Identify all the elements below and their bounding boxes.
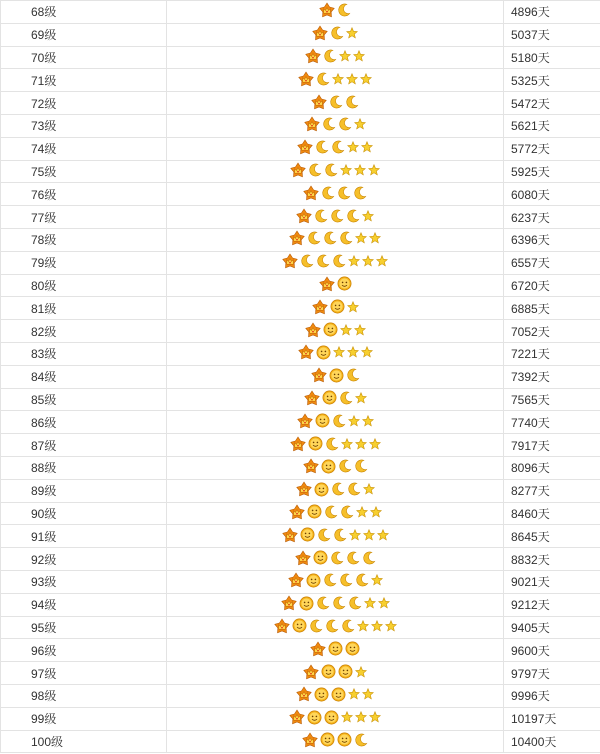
sun-icon (328, 641, 343, 659)
moon-icon (339, 573, 353, 590)
moon-icon (331, 482, 345, 499)
level-icons-cell (167, 137, 504, 160)
table-row (1, 206, 600, 229)
table-row (1, 69, 600, 92)
level-cell: 85级 (1, 388, 167, 411)
moon-icon (323, 231, 337, 248)
crown-icon (312, 25, 328, 44)
level-cell: 78级 (1, 228, 167, 251)
sun-icon (337, 732, 352, 750)
table-row (1, 23, 600, 46)
table-row (1, 274, 600, 297)
table-row (1, 479, 600, 502)
crown-icon (304, 390, 320, 409)
sun-icon (299, 596, 314, 614)
sun-icon (323, 322, 338, 340)
level-table-body (1, 1, 600, 753)
crown-icon (289, 709, 305, 728)
sun-icon (320, 732, 335, 750)
star-icon (363, 483, 375, 498)
level-cell: 79级 (1, 251, 167, 274)
crown-icon (288, 572, 304, 591)
star-icon (361, 346, 373, 361)
moon-icon (315, 140, 329, 157)
crown-icon (311, 94, 327, 113)
level-icons-cell (167, 388, 504, 411)
table-row (1, 639, 600, 662)
crown-icon (289, 504, 305, 523)
level-icons-cell (167, 69, 504, 92)
star-icon (368, 164, 380, 179)
level-icons-cell (167, 570, 504, 593)
level-cell: 69级 (1, 23, 167, 46)
level-icons-cell (167, 23, 504, 46)
level-icons-cell (167, 342, 504, 365)
sun-icon (322, 390, 337, 408)
level-icons-cell (167, 183, 504, 206)
days-cell: 5925天 (504, 160, 600, 183)
level-icons-cell (167, 297, 504, 320)
moon-icon (324, 505, 338, 522)
level-cell: 95级 (1, 616, 167, 639)
level-icons-cell (167, 320, 504, 343)
star-icon (339, 50, 351, 65)
table-row (1, 570, 600, 593)
level-cell: 97级 (1, 662, 167, 685)
level-icons-cell (167, 92, 504, 115)
star-icon (371, 574, 383, 589)
level-icons-cell (167, 160, 504, 183)
star-icon (333, 346, 345, 361)
table-row (1, 342, 600, 365)
moon-icon (339, 391, 353, 408)
star-icon (369, 232, 381, 247)
star-icon (346, 73, 358, 88)
sun-icon (338, 664, 353, 682)
star-icon (371, 620, 383, 635)
sun-icon (337, 276, 352, 294)
days-cell: 9405天 (504, 616, 600, 639)
crown-icon (311, 367, 327, 386)
table-row (1, 92, 600, 115)
level-icons-cell (167, 228, 504, 251)
level-cell: 72级 (1, 92, 167, 115)
star-icon (355, 666, 367, 681)
days-cell: 7917天 (504, 434, 600, 457)
sun-icon (292, 618, 307, 636)
level-cell: 88级 (1, 456, 167, 479)
moon-icon (323, 573, 337, 590)
days-cell: 7565天 (504, 388, 600, 411)
table-row (1, 183, 600, 206)
crown-icon (289, 230, 305, 249)
moon-icon (337, 3, 351, 20)
moon-icon (346, 368, 360, 385)
level-icons-cell (167, 46, 504, 69)
days-cell: 5621天 (504, 114, 600, 137)
moon-icon (330, 26, 344, 43)
moon-icon (355, 573, 369, 590)
moon-icon (332, 254, 346, 271)
moon-icon (316, 596, 330, 613)
sun-icon (306, 573, 321, 591)
level-icons-cell (167, 365, 504, 388)
crown-icon (296, 208, 312, 227)
moon-icon (348, 596, 362, 613)
moon-icon (316, 254, 330, 271)
crown-icon (310, 641, 326, 660)
star-icon (347, 301, 359, 316)
level-cell: 81级 (1, 297, 167, 320)
level-cell: 84级 (1, 365, 167, 388)
table-row (1, 707, 600, 730)
days-cell: 9600天 (504, 639, 600, 662)
moon-icon (362, 551, 376, 568)
level-icons-cell (167, 114, 504, 137)
days-cell: 7221天 (504, 342, 600, 365)
star-icon (340, 164, 352, 179)
level-icons-cell (167, 411, 504, 434)
level-cell: 86级 (1, 411, 167, 434)
moon-icon (309, 619, 323, 636)
moon-icon (322, 117, 336, 134)
level-cell: 100级 (1, 730, 167, 753)
crown-icon (274, 618, 290, 637)
star-icon (362, 688, 374, 703)
level-icons-cell (167, 548, 504, 571)
table-row (1, 46, 600, 69)
star-icon (355, 711, 367, 726)
star-icon (363, 529, 375, 544)
level-icons-cell (167, 1, 504, 24)
crown-icon (312, 299, 328, 318)
level-cell: 87级 (1, 434, 167, 457)
sun-icon (321, 459, 336, 477)
moon-icon (330, 209, 344, 226)
table-row (1, 160, 600, 183)
star-icon (369, 438, 381, 453)
level-icons-cell (167, 707, 504, 730)
table-row (1, 228, 600, 251)
sun-icon (329, 368, 344, 386)
level-icons-cell (167, 502, 504, 525)
crown-icon (296, 481, 312, 500)
days-cell: 9021天 (504, 570, 600, 593)
crown-icon (281, 595, 297, 614)
level-cell: 75级 (1, 160, 167, 183)
star-icon (347, 346, 359, 361)
crown-icon (303, 458, 319, 477)
level-icons-cell (167, 662, 504, 685)
sun-icon (300, 527, 315, 545)
moon-icon (332, 414, 346, 431)
table-row (1, 502, 600, 525)
table-row (1, 662, 600, 685)
moon-icon (353, 186, 367, 203)
star-icon (355, 392, 367, 407)
days-cell: 4896天 (504, 1, 600, 24)
crown-icon (302, 732, 318, 751)
moon-icon (339, 231, 353, 248)
moon-icon (337, 186, 351, 203)
level-icons-cell (167, 206, 504, 229)
sun-icon (345, 641, 360, 659)
days-cell: 6557天 (504, 251, 600, 274)
level-icons-cell (167, 456, 504, 479)
crown-icon (297, 139, 313, 158)
table-row (1, 548, 600, 571)
days-cell: 8460天 (504, 502, 600, 525)
star-icon (377, 529, 389, 544)
level-cell: 91级 (1, 525, 167, 548)
crown-icon (305, 48, 321, 67)
level-cell: 70级 (1, 46, 167, 69)
sun-icon (314, 482, 329, 500)
level-cell: 99级 (1, 707, 167, 730)
star-icon (378, 597, 390, 612)
crown-icon (296, 686, 312, 705)
moon-icon (346, 209, 360, 226)
crown-icon (282, 253, 298, 272)
level-cell: 94级 (1, 593, 167, 616)
moon-icon (317, 528, 331, 545)
level-cell: 98级 (1, 684, 167, 707)
table-row (1, 1, 600, 24)
star-icon (348, 255, 360, 270)
days-cell: 5472天 (504, 92, 600, 115)
star-icon (348, 415, 360, 430)
table-row (1, 411, 600, 434)
table-row (1, 730, 600, 753)
star-icon (356, 506, 368, 521)
level-cell: 76级 (1, 183, 167, 206)
star-icon (361, 141, 373, 156)
sun-icon (330, 299, 345, 317)
crown-icon (319, 2, 335, 21)
days-cell: 9212天 (504, 593, 600, 616)
moon-icon (340, 505, 354, 522)
days-cell: 6237天 (504, 206, 600, 229)
star-icon (348, 688, 360, 703)
days-cell: 8096天 (504, 456, 600, 479)
days-cell: 7392天 (504, 365, 600, 388)
moon-icon (332, 596, 346, 613)
days-cell: 6080天 (504, 183, 600, 206)
star-icon (355, 232, 367, 247)
level-icons-cell (167, 274, 504, 297)
star-icon (357, 620, 369, 635)
level-cell: 92级 (1, 548, 167, 571)
moon-icon (347, 482, 361, 499)
table-row (1, 320, 600, 343)
star-icon (360, 73, 372, 88)
star-icon (341, 711, 353, 726)
sun-icon (321, 664, 336, 682)
level-cell: 96级 (1, 639, 167, 662)
days-cell: 6720天 (504, 274, 600, 297)
level-cell: 93级 (1, 570, 167, 593)
star-icon (370, 506, 382, 521)
moon-icon (300, 254, 314, 271)
level-icons-cell (167, 479, 504, 502)
moon-icon (346, 551, 360, 568)
star-icon (369, 711, 381, 726)
star-icon (340, 324, 352, 339)
sun-icon (313, 550, 328, 568)
crown-icon (303, 664, 319, 683)
moon-icon (324, 163, 338, 180)
days-cell: 6396天 (504, 228, 600, 251)
table-row (1, 388, 600, 411)
level-cell: 74级 (1, 137, 167, 160)
star-icon (355, 438, 367, 453)
table-row (1, 365, 600, 388)
days-cell: 8277天 (504, 479, 600, 502)
level-icons-cell (167, 684, 504, 707)
days-cell: 5325天 (504, 69, 600, 92)
table-row (1, 684, 600, 707)
level-icons-cell (167, 639, 504, 662)
moon-icon (316, 72, 330, 89)
star-icon (341, 438, 353, 453)
level-icons-cell (167, 434, 504, 457)
days-cell: 7052天 (504, 320, 600, 343)
table-row (1, 456, 600, 479)
table-row (1, 616, 600, 639)
days-cell: 8645天 (504, 525, 600, 548)
level-cell: 89级 (1, 479, 167, 502)
star-icon (332, 73, 344, 88)
days-cell: 5037天 (504, 23, 600, 46)
table-row (1, 525, 600, 548)
star-icon (385, 620, 397, 635)
sun-icon (307, 710, 322, 728)
days-cell: 10400天 (504, 730, 600, 753)
crown-icon (295, 550, 311, 569)
days-cell: 5772天 (504, 137, 600, 160)
crown-icon (298, 71, 314, 90)
moon-icon (354, 733, 368, 750)
table-row (1, 297, 600, 320)
sun-icon (308, 436, 323, 454)
days-cell: 6885天 (504, 297, 600, 320)
crown-icon (297, 413, 313, 432)
star-icon (362, 255, 374, 270)
moon-icon (354, 459, 368, 476)
moon-icon (329, 95, 343, 112)
star-icon (364, 597, 376, 612)
level-icons-cell (167, 593, 504, 616)
table-row (1, 114, 600, 137)
level-cell: 68级 (1, 1, 167, 24)
sun-icon (331, 687, 346, 705)
star-icon (354, 324, 366, 339)
moon-icon (341, 619, 355, 636)
days-cell: 8832天 (504, 548, 600, 571)
days-cell: 10197天 (504, 707, 600, 730)
level-cell: 90级 (1, 502, 167, 525)
crown-icon (304, 116, 320, 135)
crown-icon (282, 527, 298, 546)
days-cell: 7740天 (504, 411, 600, 434)
table-row (1, 137, 600, 160)
table-row (1, 593, 600, 616)
moon-icon (323, 49, 337, 66)
sun-icon (316, 345, 331, 363)
moon-icon (325, 437, 339, 454)
level-icons-cell (167, 730, 504, 753)
moon-icon (345, 95, 359, 112)
table-row (1, 251, 600, 274)
level-cell: 83级 (1, 342, 167, 365)
star-icon (362, 415, 374, 430)
level-cell: 82级 (1, 320, 167, 343)
days-cell: 9797天 (504, 662, 600, 685)
crown-icon (290, 436, 306, 455)
sun-icon (324, 710, 339, 728)
sun-icon (315, 413, 330, 431)
moon-icon (325, 619, 339, 636)
level-icons-cell (167, 251, 504, 274)
crown-icon (303, 185, 319, 204)
level-cell: 77级 (1, 206, 167, 229)
star-icon (362, 210, 374, 225)
moon-icon (314, 209, 328, 226)
star-icon (376, 255, 388, 270)
days-cell: 9996天 (504, 684, 600, 707)
moon-icon (338, 117, 352, 134)
moon-icon (333, 528, 347, 545)
level-icons-cell (167, 616, 504, 639)
moon-icon (338, 459, 352, 476)
crown-icon (298, 344, 314, 363)
moon-icon (307, 231, 321, 248)
star-icon (353, 50, 365, 65)
sun-icon (314, 687, 329, 705)
level-cell: 80级 (1, 274, 167, 297)
moon-icon (331, 140, 345, 157)
moon-icon (308, 163, 322, 180)
star-icon (354, 118, 366, 133)
star-icon (349, 529, 361, 544)
crown-icon (319, 276, 335, 295)
level-cell: 73级 (1, 114, 167, 137)
moon-icon (330, 551, 344, 568)
crown-icon (305, 322, 321, 341)
level-icons-cell (167, 525, 504, 548)
moon-icon (321, 186, 335, 203)
level-cell: 71级 (1, 69, 167, 92)
crown-icon (290, 162, 306, 181)
star-icon (354, 164, 366, 179)
star-icon (346, 27, 358, 42)
days-cell: 5180天 (504, 46, 600, 69)
star-icon (347, 141, 359, 156)
sun-icon (307, 504, 322, 522)
table-row (1, 434, 600, 457)
